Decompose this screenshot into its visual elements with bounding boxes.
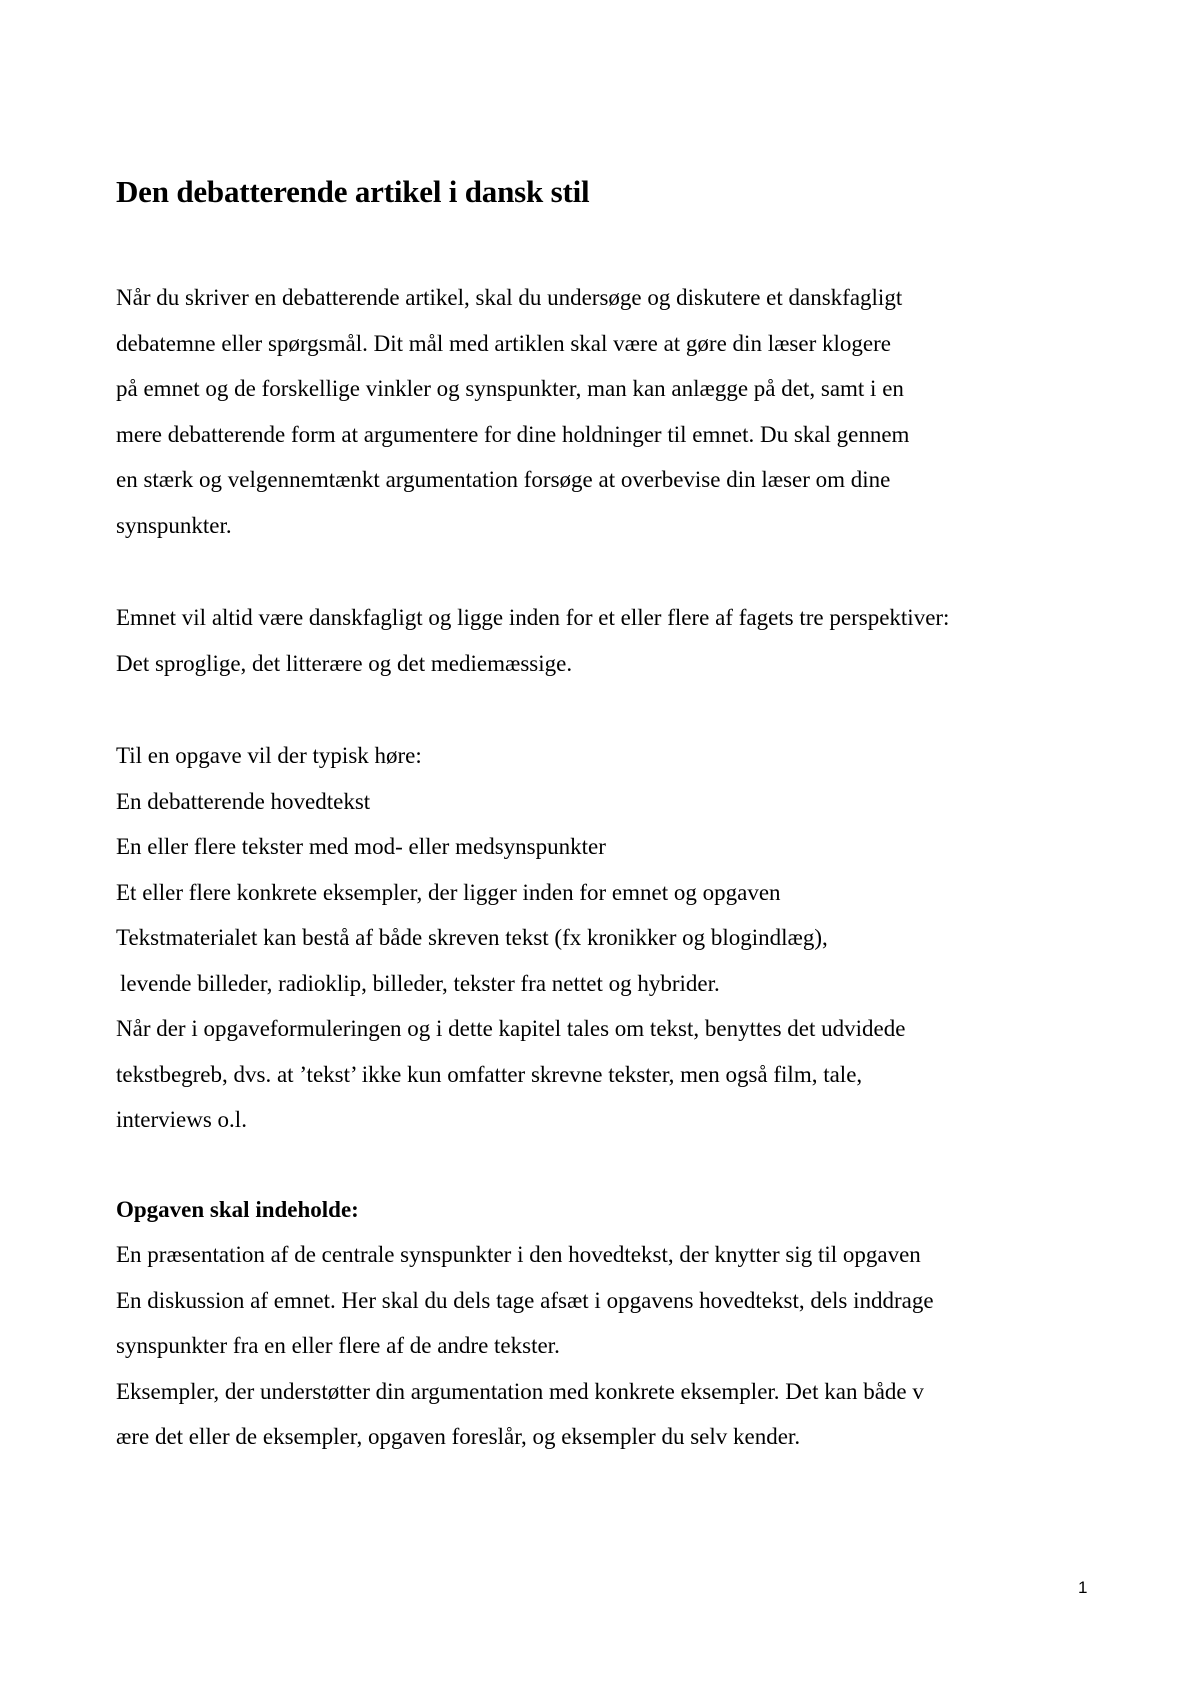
topic-line: Det sproglige, det litterære og det mediemæssige. [116,650,573,676]
task-line: Når der i opgaveformuleringen og i dette kapitel tales om tekst, benyttes det udvidede [116,1016,906,1041]
task-line: tekstbegreb, dvs. at ’tekst’ ikke kun omfatter skrevne tekster, men også film, tale, [116,1061,863,1087]
requirement-line: synspunkter fra en eller flere af de andre tekster. [116,1333,560,1358]
requirement-line: En præsentation af de centrale synspunkter i den hovedtekst, der knytter sig til opgaven [116,1242,921,1267]
task-line: Til en opgave vil der typisk høre: [116,743,422,768]
intro-paragraph [116,275,1096,548]
intro-line: på emnet og de forskellige vinkler og synspunkter, man kan anlægge på det, samt i en [116,376,904,401]
task-line: Tekstmaterialet kan bestå af både skreven tekst (fx kronikker og blogindlæg), [116,925,828,950]
task-line: levende billeder, radioklip, billeder, tekster fra nettet og hybrider. [120,970,720,996]
requirement-line: En diskussion af emnet. Her skal du dels tage afsæt i opgavens hovedtekst, dels inddrage [116,1287,934,1313]
intro-line: debatemne eller spørgsmål. Dit mål med artiklen skal være at gøre din læser klogere [116,330,891,356]
intro-line: synspunkter. [116,512,232,538]
task-line: En eller flere tekster med mod- eller medsynspunkter [116,834,606,859]
requirements-paragraph [116,1232,1096,1460]
intro-line: en stærk og velgennemtænkt argumentation forsøge at overbevise din læser om dine [116,467,891,492]
section-heading: Opgaven skal indeholde: [116,1197,359,1222]
task-line: Et eller flere konkrete eksempler, der ligger inden for emnet og opgaven [116,879,781,905]
task-paragraph [116,733,1096,1143]
task-line: En debatterende hovedtekst [116,788,371,814]
requirement-line: ære det eller de eksempler, opgaven foreslår, og eksempler du selv kender. [116,1424,801,1449]
page-number: 1 [1078,1578,1088,1597]
task-line: interviews o.l. [116,1107,247,1132]
topic-paragraph [116,595,1096,686]
document-title: Den debatterende artikel i dansk stil [116,174,590,209]
topic-line: Emnet vil altid være danskfagligt og ligge inden for et eller flere af fagets tre perspektiver: [116,605,950,630]
requirement-line: Eksempler, der understøtter din argumentation med konkrete eksempler. Det kan både v [116,1378,924,1404]
intro-line: Når du skriver en debatterende artikel, skal du undersøge og diskutere et danskfagligt [116,285,903,310]
intro-line: mere debatterende form at argumentere for dine holdninger til emnet. Du skal gennem [116,421,910,447]
